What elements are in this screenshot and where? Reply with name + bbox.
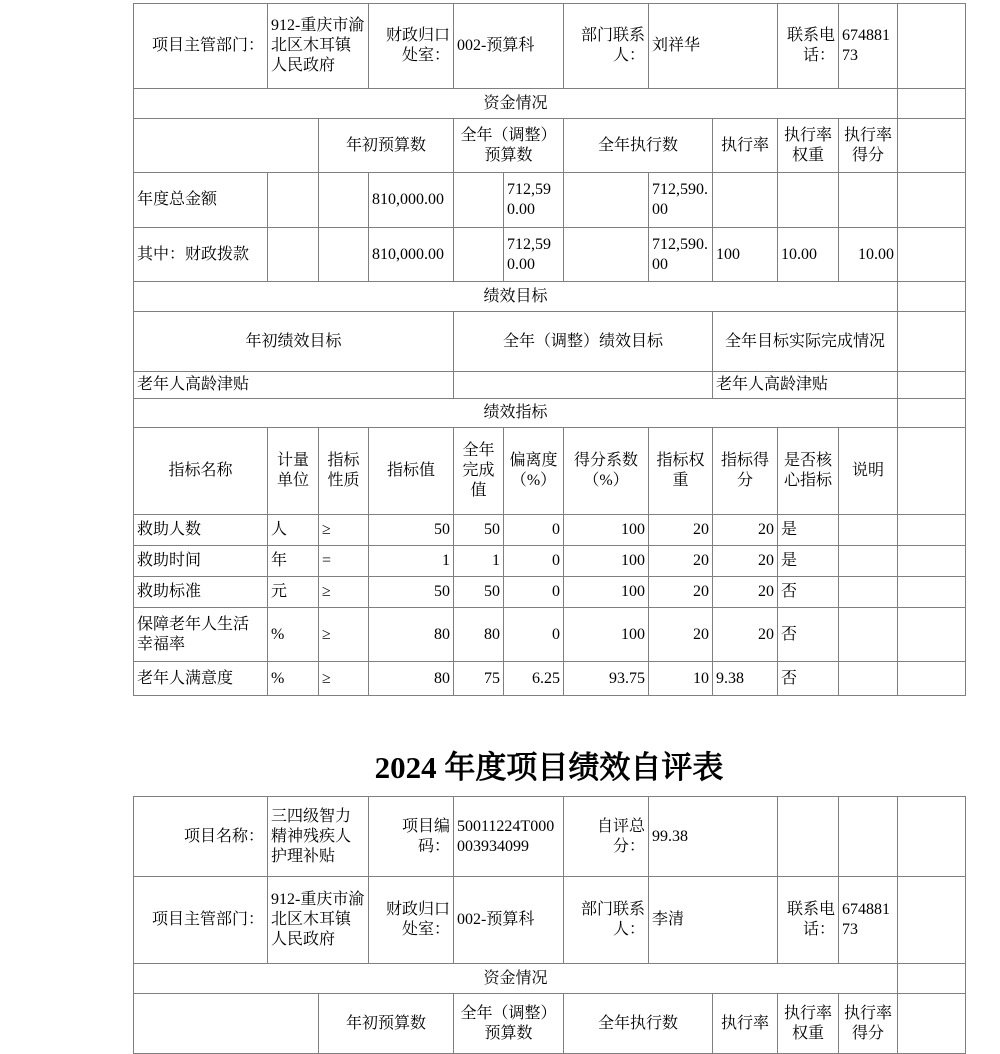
col-header-adjusted-goal: 全年（调整）绩效目标 xyxy=(454,312,713,372)
empty-cell xyxy=(898,546,966,577)
indicator-score: 20 xyxy=(713,515,778,546)
empty-cell xyxy=(898,312,966,372)
empty-cell xyxy=(898,4,966,89)
indicator-actual: 50 xyxy=(454,515,504,546)
empty-cell xyxy=(898,399,966,428)
empty-cell xyxy=(898,797,966,877)
table-row xyxy=(134,994,966,1054)
indicator-name: 救助人数 xyxy=(134,515,268,546)
indicator-weight: 20 xyxy=(649,515,713,546)
actual-goal-value: 老年人高龄津贴 xyxy=(713,372,898,399)
table-row xyxy=(134,228,966,282)
initial-budget-value: 810,000.00 xyxy=(369,228,454,282)
table-row xyxy=(134,89,966,119)
contact-value: 刘祥华 xyxy=(649,4,778,89)
col-header-executed: 全年执行数 xyxy=(564,994,713,1054)
table-row xyxy=(134,173,966,228)
col-header-actual-goal: 全年目标实际完成情况 xyxy=(713,312,898,372)
adjusted-budget-value: 712,590.00 xyxy=(504,228,564,282)
indicator-target: 1 xyxy=(369,546,454,577)
indicator-target: 80 xyxy=(369,662,454,696)
col-header-is-core: 是否核心指标 xyxy=(778,428,839,515)
exec-rate-score-value: 10.00 xyxy=(839,228,898,282)
empty-cell xyxy=(898,428,966,515)
exec-rate-weight-value: 10.00 xyxy=(778,228,839,282)
empty-cell xyxy=(898,282,966,312)
phone-value: 67488173 xyxy=(839,4,898,89)
dept-value: 912-重庆市渝北区木耳镇人民政府 xyxy=(268,877,369,964)
self-score-value: 99.38 xyxy=(649,797,778,877)
table-row xyxy=(134,608,966,662)
indicator-weight: 20 xyxy=(649,546,713,577)
adjusted-goal-value xyxy=(454,372,713,399)
col-header-initial-budget: 年初预算数 xyxy=(319,994,454,1054)
col-header-note: 说明 xyxy=(839,428,898,515)
indicator-unit: % xyxy=(268,608,319,662)
empty-cell xyxy=(898,173,966,228)
executed-value: 712,590.00 xyxy=(649,173,713,228)
empty-cell xyxy=(134,119,319,173)
indicator-nature: ≥ xyxy=(319,608,369,662)
indicator-note xyxy=(839,515,898,546)
indicator-actual: 75 xyxy=(454,662,504,696)
phone-label: 联系电话： xyxy=(778,877,839,964)
col-header-completed-value: 全年完成值 xyxy=(454,428,504,515)
indicator-target: 80 xyxy=(369,608,454,662)
col-header-exec-rate: 执行率 xyxy=(713,994,778,1054)
empty-cell xyxy=(564,173,649,228)
contact-value: 李清 xyxy=(649,877,778,964)
empty-cell xyxy=(898,608,966,662)
dept-label: 项目主管部门： xyxy=(134,4,268,89)
empty-cell xyxy=(898,372,966,399)
exec-rate-value: 100 xyxy=(713,228,778,282)
indicator-note xyxy=(839,546,898,577)
empty-cell xyxy=(898,877,966,964)
project-code-label: 项目编码： xyxy=(369,797,454,877)
indicator-coefficient: 100 xyxy=(564,608,649,662)
indicator-note xyxy=(839,662,898,696)
empty-cell xyxy=(134,994,319,1054)
adjusted-budget-value: 712,590.00 xyxy=(504,173,564,228)
document-page xyxy=(0,3,1000,1050)
indicator-coefficient: 100 xyxy=(564,577,649,608)
table-row xyxy=(134,546,966,577)
table-row xyxy=(134,662,966,696)
indicator-nature: ≥ xyxy=(319,577,369,608)
indicator-score: 9.38 xyxy=(713,662,778,696)
document-body xyxy=(133,3,965,1054)
indicator-coefficient: 93.75 xyxy=(564,662,649,696)
indicator-score: 20 xyxy=(713,546,778,577)
col-header-initial-goal: 年初绩效目标 xyxy=(134,312,454,372)
empty-cell xyxy=(898,515,966,546)
col-header-indicator-name: 指标名称 xyxy=(134,428,268,515)
table-row xyxy=(134,428,966,515)
self-evaluation-table-2 xyxy=(133,796,966,1054)
self-evaluation-table-1 xyxy=(133,3,966,696)
col-header-exec-rate-score: 执行率得分 xyxy=(839,119,898,173)
table-row xyxy=(134,119,966,173)
table-row xyxy=(134,399,966,428)
table-row xyxy=(134,964,966,994)
indicator-unit: 人 xyxy=(268,515,319,546)
funds-section-banner: 资金情况 xyxy=(134,89,898,119)
indicator-name: 保障老年人生活幸福率 xyxy=(134,608,268,662)
col-header-executed: 全年执行数 xyxy=(564,119,713,173)
contact-label: 部门联系人： xyxy=(564,4,649,89)
empty-cell xyxy=(898,119,966,173)
self-score-label: 自评总分： xyxy=(564,797,649,877)
indicator-deviation: 0 xyxy=(504,577,564,608)
finance-office-value: 002-预算科 xyxy=(454,877,564,964)
empty-cell xyxy=(319,173,369,228)
table-row xyxy=(134,797,966,877)
indicator-is-core: 否 xyxy=(778,608,839,662)
project-name-label: 项目名称： xyxy=(134,797,268,877)
empty-cell xyxy=(839,797,898,877)
dept-label: 项目主管部门： xyxy=(134,877,268,964)
indicator-name: 老年人满意度 xyxy=(134,662,268,696)
empty-cell xyxy=(898,577,966,608)
indicator-deviation: 0 xyxy=(504,515,564,546)
col-header-exec-rate-score: 执行率得分 xyxy=(839,994,898,1054)
indicator-weight: 20 xyxy=(649,577,713,608)
indicator-coefficient: 100 xyxy=(564,546,649,577)
col-header-nature: 指标性质 xyxy=(319,428,369,515)
empty-cell xyxy=(898,662,966,696)
indicator-is-core: 否 xyxy=(778,662,839,696)
indicator-weight: 20 xyxy=(649,608,713,662)
table-row xyxy=(134,312,966,372)
project-code-value: 50011224T000003934099 xyxy=(454,797,564,877)
finance-office-label: 财政归口处室： xyxy=(369,4,454,89)
indicator-target: 50 xyxy=(369,515,454,546)
indicator-score: 20 xyxy=(713,608,778,662)
empty-cell xyxy=(778,797,839,877)
indicator-unit: 元 xyxy=(268,577,319,608)
empty-cell xyxy=(454,173,504,228)
col-header-adjusted-budget: 全年（调整）预算数 xyxy=(454,994,564,1054)
indicator-is-core: 是 xyxy=(778,515,839,546)
contact-label: 部门联系人： xyxy=(564,877,649,964)
indicator-actual: 80 xyxy=(454,608,504,662)
page-title: 2024 年度项目绩效自评表 xyxy=(374,750,724,785)
empty-cell xyxy=(898,964,966,994)
initial-budget-value: 810,000.00 xyxy=(369,173,454,228)
empty-cell xyxy=(319,228,369,282)
indicator-deviation: 0 xyxy=(504,546,564,577)
indicator-is-core: 否 xyxy=(778,577,839,608)
funds-row-label: 年度总金额 xyxy=(134,173,268,228)
col-header-target-value: 指标值 xyxy=(369,428,454,515)
table-row xyxy=(134,577,966,608)
indicator-nature: = xyxy=(319,546,369,577)
indicator-deviation: 6.25 xyxy=(504,662,564,696)
col-header-exec-rate-weight: 执行率权重 xyxy=(778,119,839,173)
phone-value: 67488173 xyxy=(839,877,898,964)
col-header-exec-rate: 执行率 xyxy=(713,119,778,173)
empty-cell xyxy=(898,994,966,1054)
indicator-unit: % xyxy=(268,662,319,696)
exec-rate-weight-value xyxy=(778,173,839,228)
indicator-unit: 年 xyxy=(268,546,319,577)
funds-section-banner: 资金情况 xyxy=(134,964,898,994)
indicator-note xyxy=(839,608,898,662)
empty-cell xyxy=(564,228,649,282)
indicator-nature: ≥ xyxy=(319,662,369,696)
col-header-deviation: 偏离度（%） xyxy=(504,428,564,515)
table-row xyxy=(134,515,966,546)
col-header-adjusted-budget: 全年（调整）预算数 xyxy=(454,119,564,173)
table-row xyxy=(134,877,966,964)
col-header-score-coefficient: 得分系数（%） xyxy=(564,428,649,515)
empty-cell xyxy=(898,228,966,282)
indicators-section-banner: 绩效指标 xyxy=(134,399,898,428)
initial-goal-value: 老年人高龄津贴 xyxy=(134,372,454,399)
indicator-is-core: 是 xyxy=(778,546,839,577)
empty-cell xyxy=(268,228,319,282)
goals-section-banner: 绩效目标 xyxy=(134,282,898,312)
executed-value: 712,590.00 xyxy=(649,228,713,282)
funds-row-label: 其中：财政拨款 xyxy=(134,228,268,282)
indicator-nature: ≥ xyxy=(319,515,369,546)
indicator-deviation: 0 xyxy=(504,608,564,662)
dept-value: 912-重庆市渝北区木耳镇人民政府 xyxy=(268,4,369,89)
indicator-name: 救助时间 xyxy=(134,546,268,577)
indicator-target: 50 xyxy=(369,577,454,608)
col-header-exec-rate-weight: 执行率权重 xyxy=(778,994,839,1054)
project-name-value: 三四级智力精神残疾人护理补贴 xyxy=(268,797,369,877)
table-row xyxy=(134,372,966,399)
table-row xyxy=(134,4,966,89)
indicator-actual: 50 xyxy=(454,577,504,608)
col-header-unit: 计量单位 xyxy=(268,428,319,515)
indicator-name: 救助标准 xyxy=(134,577,268,608)
indicator-note xyxy=(839,577,898,608)
indicator-actual: 1 xyxy=(454,546,504,577)
exec-rate-score-value xyxy=(839,173,898,228)
indicator-coefficient: 100 xyxy=(564,515,649,546)
empty-cell xyxy=(454,228,504,282)
table-row xyxy=(134,282,966,312)
col-header-indicator-score: 指标得分 xyxy=(713,428,778,515)
finance-office-label: 财政归口处室： xyxy=(369,877,454,964)
indicator-weight: 10 xyxy=(649,662,713,696)
col-header-indicator-weight: 指标权重 xyxy=(649,428,713,515)
col-header-initial-budget: 年初预算数 xyxy=(319,119,454,173)
empty-cell xyxy=(268,173,319,228)
indicator-score: 20 xyxy=(713,577,778,608)
phone-label: 联系电话： xyxy=(778,4,839,89)
exec-rate-value xyxy=(713,173,778,228)
finance-office-value: 002-预算科 xyxy=(454,4,564,89)
empty-cell xyxy=(898,89,966,119)
